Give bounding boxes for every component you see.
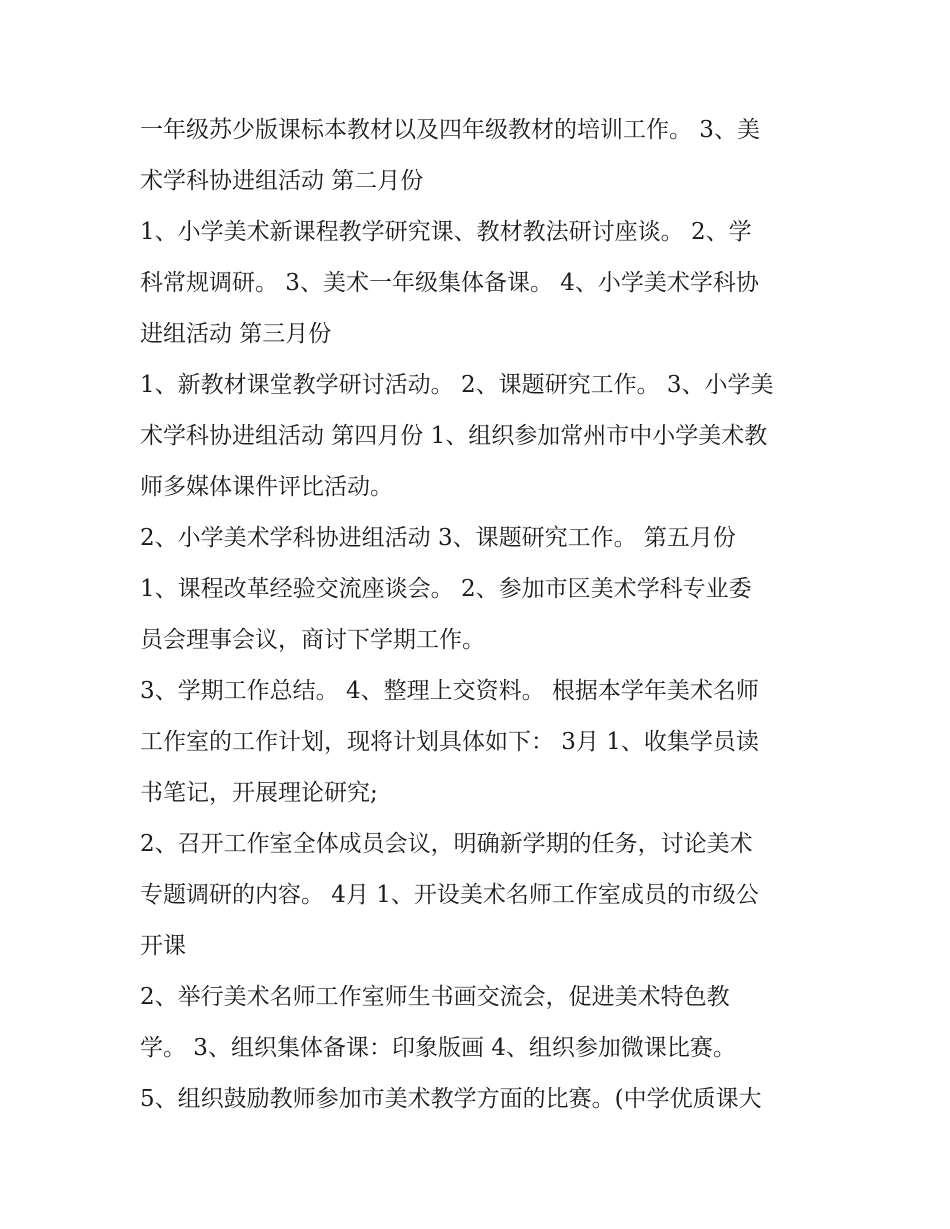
text-line: 2、召开工作室全体成员会议，明确新学期的任务，讨论美术	[140, 831, 753, 857]
document-body	[140, 105, 820, 1125]
text-line: 2、小学美术学科协进组活动 3、课题研究工作。 第五月份	[140, 525, 736, 551]
text-line: 1、新教材课堂教学研讨活动。 2、课题研究工作。 3、小学美	[140, 372, 774, 398]
text-line: 一年级苏少版课标本教材以及四年级教材的培训工作。 3、美	[140, 117, 760, 143]
text-line: 5、组织鼓励教师参加市美术教学方面的比赛。(中学优质课大	[140, 1086, 762, 1112]
text-line: 科常规调研。 3、美术一年级集体备课。 4、小学美术学科协	[140, 270, 759, 296]
text-line: 进组活动 第三月份	[140, 321, 332, 347]
text-line: 3、学期工作总结。 4、整理上交资料。 根据本学年美术名师	[140, 678, 759, 704]
text-line: 员会理事会议，商讨下学期工作。	[140, 627, 485, 653]
text-line: 1、课程改革经验交流座谈会。 2、参加市区美术学科专业委	[140, 576, 752, 602]
text-line: 学。 3、组织集体备课：印象版画 4、组织参加微课比赛。	[140, 1035, 736, 1061]
text-line: 术学科协进组活动 第四月份 1、组织参加常州市中小学美术教	[140, 423, 768, 449]
text-line: 专题调研的内容。 4月 1、开设美术名师工作室成员的市级公	[140, 882, 759, 908]
text-line: 术学科协进组活动 第二月份	[140, 168, 424, 194]
text-line: 2、举行美术名师工作室师生书画交流会，促进美术特色教	[140, 984, 730, 1010]
text-line: 师多媒体课件评比活动。	[140, 474, 393, 500]
text-line: 1、小学美术新课程教学研究课、教材教法研讨座谈。 2、学	[140, 219, 752, 245]
text-line: 工作室的工作计划，现将计划具体如下： 3月 1、收集学员读	[140, 729, 759, 755]
text-line: 开课	[140, 933, 186, 959]
text-line: 书笔记，开展理论研究;	[140, 780, 378, 806]
